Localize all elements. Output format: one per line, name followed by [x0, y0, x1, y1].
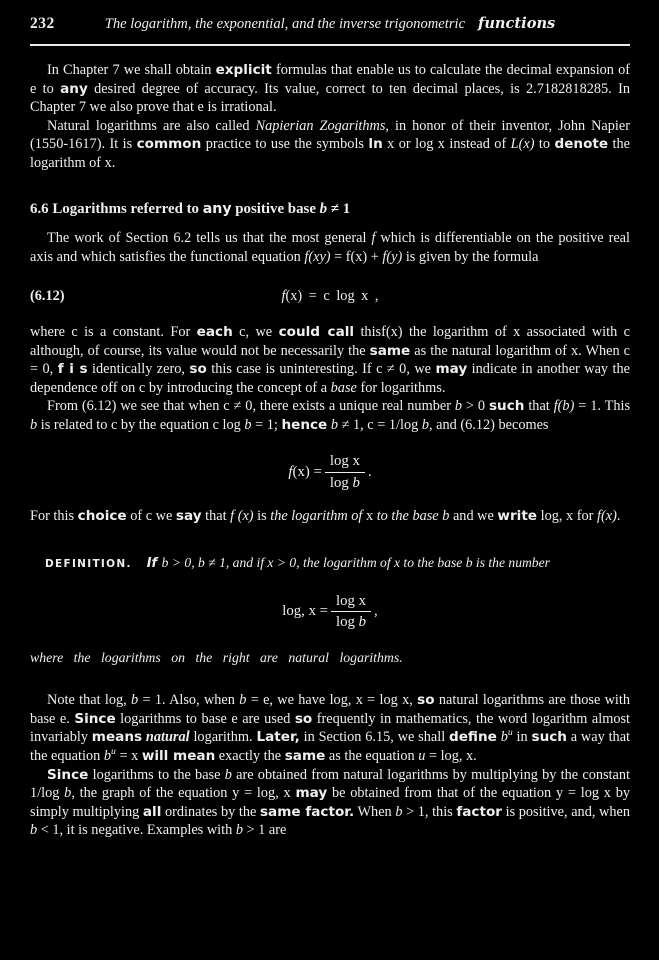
- text-run: u: [507, 727, 513, 739]
- text-run: ,: [374, 603, 378, 620]
- text-run: f (x): [230, 507, 254, 524]
- text-run: = 1. This: [574, 398, 631, 415]
- text-run: (x) = c log x ,: [285, 288, 379, 305]
- text-run: log: [336, 614, 359, 631]
- fraction: [325, 452, 365, 492]
- text-run: desired degree of accuracy. Its value, correct to ten decimal places, is 2.7182818285. In Chapter 7 we also prove that e is irrational.: [30, 80, 630, 116]
- equation-punctuation: [374, 602, 378, 621]
- text-run: , the graph of the equation y = log, x: [71, 785, 296, 802]
- fraction-denominator: [325, 473, 365, 493]
- text-run: f(y): [382, 248, 403, 265]
- text-run: logarithms to base e are used: [115, 710, 295, 727]
- text-run: u: [418, 748, 426, 765]
- text-run: = 1;: [251, 416, 282, 433]
- text-run: Natural logarithms are also called: [47, 117, 256, 134]
- text-run: f(x): [597, 507, 617, 524]
- text-run: practice to use the symbols: [201, 136, 369, 153]
- text-run: logarithm.: [189, 729, 257, 746]
- equation-body: [282, 288, 379, 304]
- text-run: positive base: [231, 200, 320, 217]
- text-run: (x) =: [292, 464, 322, 481]
- text-run: where the logarithms on the right are natural logarithms.: [30, 649, 403, 665]
- text-run: ≠ 1, c = 1/log: [338, 416, 422, 433]
- text-run: ordinates by the: [161, 803, 260, 820]
- definition-note-line: [30, 649, 630, 668]
- text-run: ln: [368, 136, 383, 153]
- equation-punctuation: [368, 463, 372, 482]
- paragraph: [30, 323, 630, 397]
- text-run: From (6.12) we see that when c ≠ 0, there exists a unique real number: [47, 398, 455, 415]
- text-run: write: [497, 507, 538, 524]
- text-run: so: [417, 692, 435, 709]
- running-title: [30, 15, 630, 34]
- text-run: this case is uninteresting. If c ≠ 0, we: [206, 361, 436, 378]
- text-run: The work of Section 6.2 tells us that the most general: [47, 230, 372, 247]
- text-run: are obtained from natural logarithms by multiplying by the constant 1/log: [30, 766, 630, 802]
- text-run: to: [534, 136, 555, 153]
- page-content: [30, 61, 630, 840]
- text-run: a way that the equation: [30, 729, 631, 765]
- text-run: b: [30, 416, 38, 433]
- text-run: log, x for: [537, 507, 597, 524]
- text-run: Later,: [256, 729, 300, 746]
- text-run: b: [224, 766, 232, 783]
- text-run: such: [488, 398, 525, 415]
- text-run: x: [362, 507, 377, 524]
- fraction-numerator: [331, 592, 371, 613]
- paragraph: [30, 61, 630, 117]
- text-run: In Chapter 7 we shall obtain: [47, 62, 216, 78]
- text-run: b: [454, 398, 463, 415]
- text-run: b: [30, 822, 38, 839]
- text-run: b: [352, 475, 360, 491]
- text-run: DEFINITION.: [45, 558, 132, 571]
- text-run: thisf(x) the logarithm of x associated with c although, of course, its value would not be necessarily the: [30, 323, 630, 359]
- text-run: log x: [336, 592, 367, 609]
- text-run: is: [253, 507, 271, 524]
- paragraph: [30, 397, 630, 434]
- text-run: , and (6.12) becomes: [429, 416, 549, 433]
- text-run: denote: [554, 136, 609, 153]
- text-run: f(b): [553, 398, 575, 415]
- paragraph: [30, 117, 630, 173]
- text-run: so: [294, 710, 313, 727]
- text-run: is related to c by the equation c log: [37, 416, 245, 433]
- definition-block: [30, 554, 630, 574]
- text-run: such: [531, 729, 567, 746]
- text-run: f i s: [57, 361, 88, 378]
- text-run: may: [435, 361, 468, 378]
- text-run: be obtained from that of the equation y = log x by simply multiplying: [30, 785, 630, 820]
- text-run: b: [244, 416, 252, 433]
- text-run: ≠ 1: [327, 200, 351, 217]
- display-equation: [30, 287, 630, 306]
- text-run: Since: [74, 710, 116, 727]
- text-run: b: [421, 416, 429, 433]
- text-run: x or log x instead of: [382, 136, 511, 153]
- text-run: > 1, this: [402, 803, 457, 820]
- text-run: each: [196, 323, 233, 340]
- text-run: which is differentiable on the positive real axis and which satisfies the functional equation: [30, 230, 630, 265]
- text-run: b: [330, 416, 339, 433]
- text-run: of c we: [126, 507, 176, 524]
- text-run: base: [330, 379, 357, 396]
- running-title-text: The logarithm, the exponential, and the inverse trigonometric: [104, 16, 466, 32]
- text-run: logarithms to the base: [88, 766, 225, 783]
- paragraph: [30, 766, 630, 840]
- equation-label: (6.12): [30, 288, 65, 305]
- text-run: For this: [30, 507, 78, 524]
- text-run: to the base b: [376, 507, 450, 524]
- page-number: 232: [30, 15, 55, 32]
- text-run: b: [131, 692, 139, 709]
- text-run: log x: [329, 453, 360, 470]
- text-run: same: [369, 342, 411, 359]
- text-run: natural: [145, 729, 190, 746]
- text-run: b: [358, 614, 367, 631]
- section-heading: [30, 200, 630, 219]
- text-run: common: [136, 136, 202, 153]
- text-run: as the natural logarithm of x. When c = 0,: [30, 342, 630, 378]
- text-run: c, we: [232, 323, 279, 340]
- text-run: f(xy): [304, 248, 331, 265]
- fraction-numerator: [325, 452, 365, 473]
- text-run: is given by the formula: [402, 248, 539, 265]
- text-run: = e, we have log, x = log x,: [246, 692, 418, 709]
- text-run: L(x): [510, 136, 535, 153]
- text-run: log, x =: [282, 603, 329, 620]
- text-run: b: [395, 803, 403, 820]
- text-run: so: [189, 361, 207, 378]
- text-run: formulas that enable us to calculate the decimal expansion of e to: [30, 62, 631, 97]
- text-run: b: [319, 200, 328, 217]
- text-run: factor: [456, 803, 502, 820]
- text-run: where c is a constant. For: [30, 323, 197, 340]
- text-run: means: [91, 729, 143, 746]
- fraction-denominator: [331, 612, 371, 632]
- text-run: is positive, and, when: [502, 803, 631, 820]
- text-run: f: [371, 230, 376, 247]
- text-run: b > 0, b ≠ 1, and if x > 0, the logarithm of x to the base b is the number: [161, 555, 550, 571]
- equation-lhs: [282, 602, 328, 621]
- text-run: the logarithm of x.: [30, 136, 630, 171]
- text-run: all: [142, 803, 162, 820]
- text-run: If: [146, 556, 162, 572]
- text-run: b: [239, 692, 247, 709]
- header-rule: [30, 44, 630, 46]
- running-title-emphasis: functions: [478, 15, 556, 32]
- text-run: the logarithm of: [270, 507, 363, 524]
- equation-lhs: [288, 463, 321, 482]
- text-run: in honor of their inventor, John Napier (1550-1617). It is: [30, 117, 630, 153]
- text-run: same factor.: [259, 803, 355, 820]
- text-run: Since: [47, 766, 89, 783]
- page-header: [30, 15, 630, 37]
- text-run: indicate in another way the dependence off on c by introducing the concept of a: [30, 361, 630, 396]
- text-run: may: [295, 785, 328, 802]
- text-run: that: [201, 507, 231, 524]
- text-run: > 0: [462, 398, 489, 415]
- text-run: as the equation: [325, 748, 419, 765]
- text-run: b: [64, 785, 72, 802]
- text-run: = x: [115, 748, 142, 765]
- text-run: b: [235, 822, 243, 839]
- text-run: and we: [449, 507, 498, 524]
- text-run: define: [449, 729, 497, 746]
- display-equation: [30, 588, 630, 636]
- paragraph: [30, 229, 630, 266]
- paragraph: [30, 691, 630, 765]
- text-run: = 1. Also, when: [138, 692, 240, 709]
- text-run: any: [60, 80, 88, 97]
- text-run: for logarithms.: [356, 379, 446, 396]
- text-run: > 1 are: [242, 822, 287, 839]
- text-run: in Section 6.15, we shall: [299, 729, 449, 746]
- text-run: frequently in mathematics, the word logarithm almost invariably: [30, 710, 630, 746]
- text-run: log: [329, 475, 353, 491]
- text-run: b: [500, 729, 508, 746]
- display-equation: [30, 449, 630, 497]
- text-run: u: [111, 746, 116, 758]
- text-run: that: [524, 398, 554, 415]
- text-run: hence: [281, 416, 328, 433]
- text-run: b: [103, 748, 112, 765]
- text-run: any: [202, 200, 232, 217]
- text-run: f: [281, 288, 286, 305]
- text-run: exactly the: [215, 748, 285, 765]
- text-run: Note that log,: [47, 692, 131, 709]
- text-run: identically zero,: [87, 361, 190, 378]
- text-run: explicit: [215, 62, 272, 78]
- text-run: 6.6 Logarithms referred to: [30, 200, 203, 217]
- text-run: choice: [77, 507, 127, 524]
- text-run: Napierian Zogarithms,: [255, 117, 390, 134]
- paragraph: [30, 507, 630, 526]
- text-run: say: [175, 507, 202, 524]
- text-run: .: [616, 507, 621, 524]
- text-run: < 1, it is negative. Examples with: [37, 822, 236, 839]
- text-run: .: [367, 464, 372, 481]
- text-run: = log, x.: [425, 748, 477, 765]
- text-run: When: [354, 803, 396, 820]
- fraction: [331, 592, 371, 632]
- text-run: in: [512, 729, 532, 746]
- text-run: could call: [278, 323, 355, 340]
- text-run: f: [288, 464, 293, 481]
- text-run: natural logarithms are those with base e.: [30, 692, 631, 727]
- text-run: same: [284, 748, 326, 765]
- text-run: = f(x) +: [330, 248, 383, 265]
- text-run: will mean: [141, 748, 216, 765]
